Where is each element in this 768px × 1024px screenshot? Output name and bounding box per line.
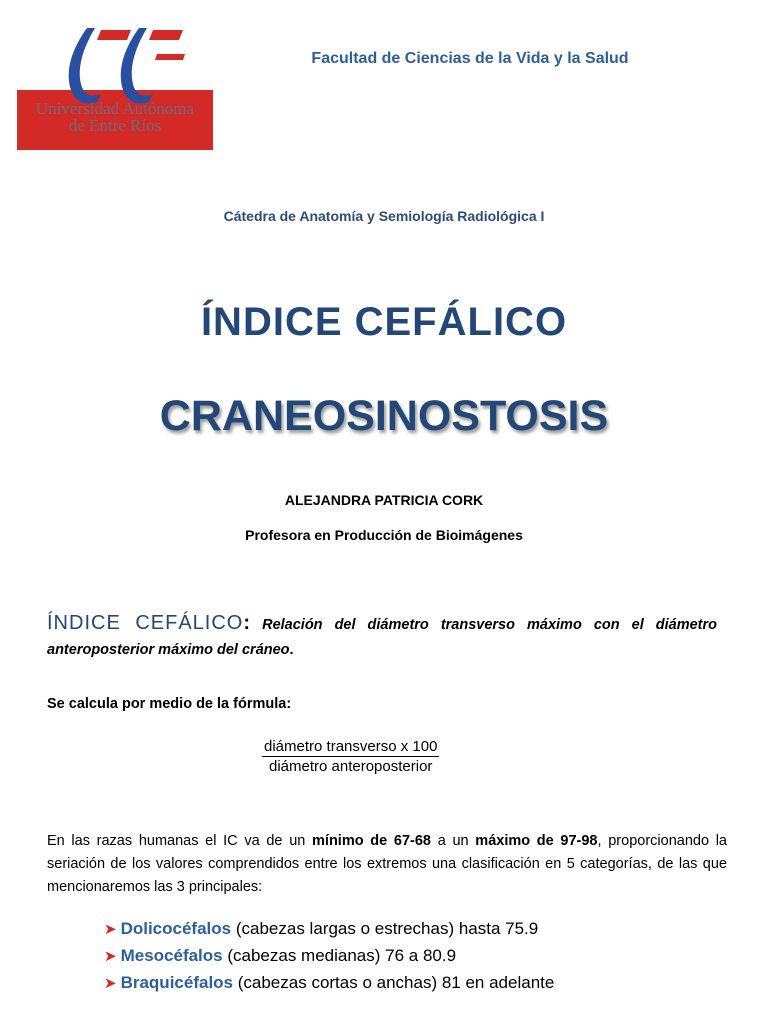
subtitle: CRANEOSINOSTOSIS xyxy=(159,392,609,440)
logo-text xyxy=(17,100,213,134)
category-list xyxy=(104,916,554,997)
university-logo xyxy=(17,20,213,152)
catedra-heading: Cátedra de Anatomía y Semiología Radiológica I xyxy=(223,208,545,224)
formula-fraction xyxy=(262,738,439,775)
category-name: Braquicéfalos xyxy=(120,973,234,992)
logo-text-line2: de Entre Ríos xyxy=(68,116,162,135)
faculty-heading: Facultad de Ciencias de la Vida y la Salud xyxy=(311,50,629,67)
arrow-bullet-icon: ➤ xyxy=(104,948,117,965)
paragraph-part3: , proporcionando la seriación de los valores comprendidos entre los extremos una clasificación en 5 categorías, de las que mencionaremos las 3 principales: xyxy=(47,833,727,895)
logo-text-line1: Universidad Autónoma xyxy=(35,99,195,118)
formula-denominator: diámetro anteroposterior xyxy=(269,758,433,775)
definition-period: . xyxy=(289,642,294,658)
definition-text: Relación del diámetro transverso máximo con el diámetro anteroposterior máximo del cráneo xyxy=(47,617,718,658)
paragraph-part1: En las razas humanas el IC va de un xyxy=(47,833,313,849)
category-name: Dolicocéfalos xyxy=(120,919,232,938)
list-item xyxy=(104,970,554,997)
category-name: Mesocéfalos xyxy=(120,946,223,965)
list-item xyxy=(104,916,554,943)
category-desc: (cabezas largas o estrechas) hasta 75.9 xyxy=(231,919,539,938)
range-paragraph xyxy=(47,830,727,899)
author-role: Profesora en Producción de Bioimágenes xyxy=(245,527,523,543)
list-item xyxy=(104,943,554,970)
author-name: ALEJANDRA PATRICIA CORK xyxy=(284,492,484,508)
formula-numerator: diámetro transverso x 100 xyxy=(264,738,438,755)
paragraph-max: máximo de 97-98 xyxy=(475,833,598,849)
paragraph-part2: a un xyxy=(431,833,476,849)
definition-colon: : xyxy=(243,612,251,634)
main-title: ÍNDICE CEFÁLICO xyxy=(200,300,568,344)
arrow-bullet-icon: ➤ xyxy=(104,975,117,992)
formula-intro: Se calcula por medio de la fórmula: xyxy=(47,696,292,712)
category-desc: (cabezas medianas) 76 a 80.9 xyxy=(222,946,457,965)
definition-term: ÍNDICE CEFÁLICO xyxy=(47,612,244,634)
category-desc: (cabezas cortas o anchas) 81 en adelante xyxy=(233,973,555,992)
paragraph-min: mínimo de 67-68 xyxy=(312,833,431,849)
arrow-bullet-icon: ➤ xyxy=(104,921,117,938)
definition-block xyxy=(47,611,717,663)
